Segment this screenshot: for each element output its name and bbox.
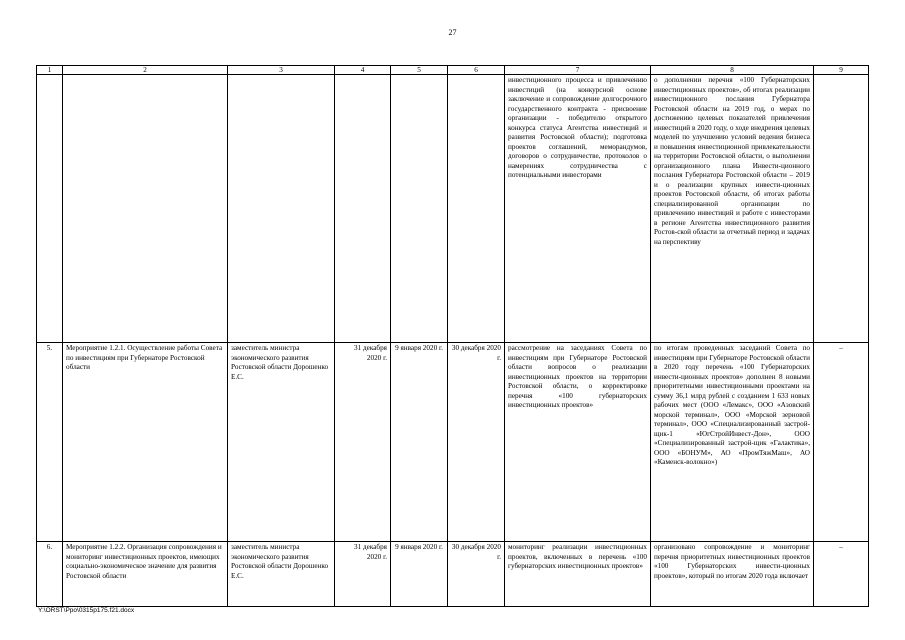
header-cell: 5 — [391, 66, 448, 75]
actual-result-cell: о дополнении перечня «100 Губернаторских инвестиционных проектов», об итогах реализации инвестиционного послания Губернатора Ростовской области на 2019 год, о мерах по достижению целевых показателей привлечения инвестиций в 2020 году, о ходе внедрения целевых моделей по улучшению условий ведения бизнеса и повышения инвестиционной привлекательности на территории Ростовской области, о выполнении организационного плана Инвести-ционного послания Губернатора Ростовской области – 2019 и о реализации крупных инвести-ционных проектов Ростовской области, об итогах работы специализированной организации по привлечению инвестиций и работе с инвесторами в регионе Агентства инвестиционного развития Ростов-ской области за отчетный период и задачах на перспективу — [651, 75, 814, 343]
header-cell: 1 — [37, 66, 63, 75]
row-number: 6. — [37, 542, 63, 607]
page-number: 27 — [448, 28, 457, 37]
planned-date-cell: 31 декабря 2020 г. — [335, 343, 391, 542]
end-date-cell: 30 декабря 2020 г. — [448, 542, 505, 607]
actual-result-cell: по итогам проведенных заседаний Совета по инвестициям при Губернаторе Ростовской области в 2020 году перечень «100 Губернаторских инвести-ционных проектов» дополнен 8 новыми приоритетными инвестиционными проектами на сумму 36,1 млрд рублей с созданием 1 633 новых рабочих мест (ООО «Лемакс», ООО «Азовский морской терминал», ООО «Морской зерновой терминал», ООО «Специализированный застрой-щик-1 «ЮгСтройИнвест-Дон», ООО «Специализированный застрой-щик «Галактика», ООО «БОНУМ», АО «ПромТяжМаш», АО «Каменск-волокно») — [651, 343, 814, 542]
note-cell: – — [814, 542, 869, 607]
header-cell: 4 — [335, 66, 391, 75]
planned-date-cell: 31 декабря 2020 г. — [335, 542, 391, 607]
header-cell: 2 — [63, 66, 228, 75]
end-date-cell: 30 декабря 2020 г. — [448, 343, 505, 542]
event-cell: Мероприятие 1.2.2. Организация сопровождения и мониторинг инвестиционных проектов, имеющих социально-экономическое значение для развития Ростовской области — [63, 542, 228, 607]
header-row — [37, 66, 869, 75]
header-cell: 3 — [228, 66, 335, 75]
row-number: 5. — [37, 343, 63, 542]
table-row — [37, 542, 869, 607]
note-cell: – — [814, 343, 869, 542]
header-cell: 7 — [505, 66, 651, 75]
table-row-continuation — [37, 75, 869, 343]
responsible-cell: заместитель министра экономического развития Ростовской области Дорошенко Е.С. — [228, 343, 335, 542]
expected-result-cell: рассмотрение на заседаниях Совета по инвестициям при Губернаторе Ростовской области вопросов о реализации инвестиционных проектов на территории Ростовской области, о корректировке перечня «100 губернаторских инвестиционных проектов» — [505, 343, 651, 542]
responsible-cell: заместитель министра экономического развития Ростовской области Дорошенко Е.С. — [228, 542, 335, 607]
event-cell: Мероприятие 1.2.1. Осуществление работы Совета по инвестициям при Губернаторе Ростовской области — [63, 343, 228, 542]
header-cell: 9 — [814, 66, 869, 75]
start-date-cell: 9 января 2020 г. — [391, 542, 448, 607]
header-cell: 6 — [448, 66, 505, 75]
report-table — [36, 65, 869, 607]
start-date-cell: 9 января 2020 г. — [391, 343, 448, 542]
expected-result-cell: инвестиционного процесса и привлечению инвестиций (на конкурсной основе заключение и сопровождение долгосрочного государственного контракта - присвоение организации - победителю открытого конкурса статуса Агентства инвестиций и развития Ростовской области); подготовка проектов соглашений, меморандумов, договоров о сотрудничестве, протоколов о намерениях сотрудничества с потенциальными инвесторами — [505, 75, 651, 343]
expected-result-cell: мониторинг реализации инвестиционных проектов, включенных в перечень «100 губернаторских инвестиционных проектов» — [505, 542, 651, 607]
header-cell: 8 — [651, 66, 814, 75]
file-path-footer: Y:\ORST\Ppo\0315p175.f21.docx — [38, 607, 135, 614]
table-row — [37, 343, 869, 542]
actual-result-cell: организовано сопровождение и мониторинг перечня приоритетных инвестиционных проектов «100 Губернаторских инвести-ционных проектов», который по итогам 2020 года включает — [651, 542, 814, 607]
